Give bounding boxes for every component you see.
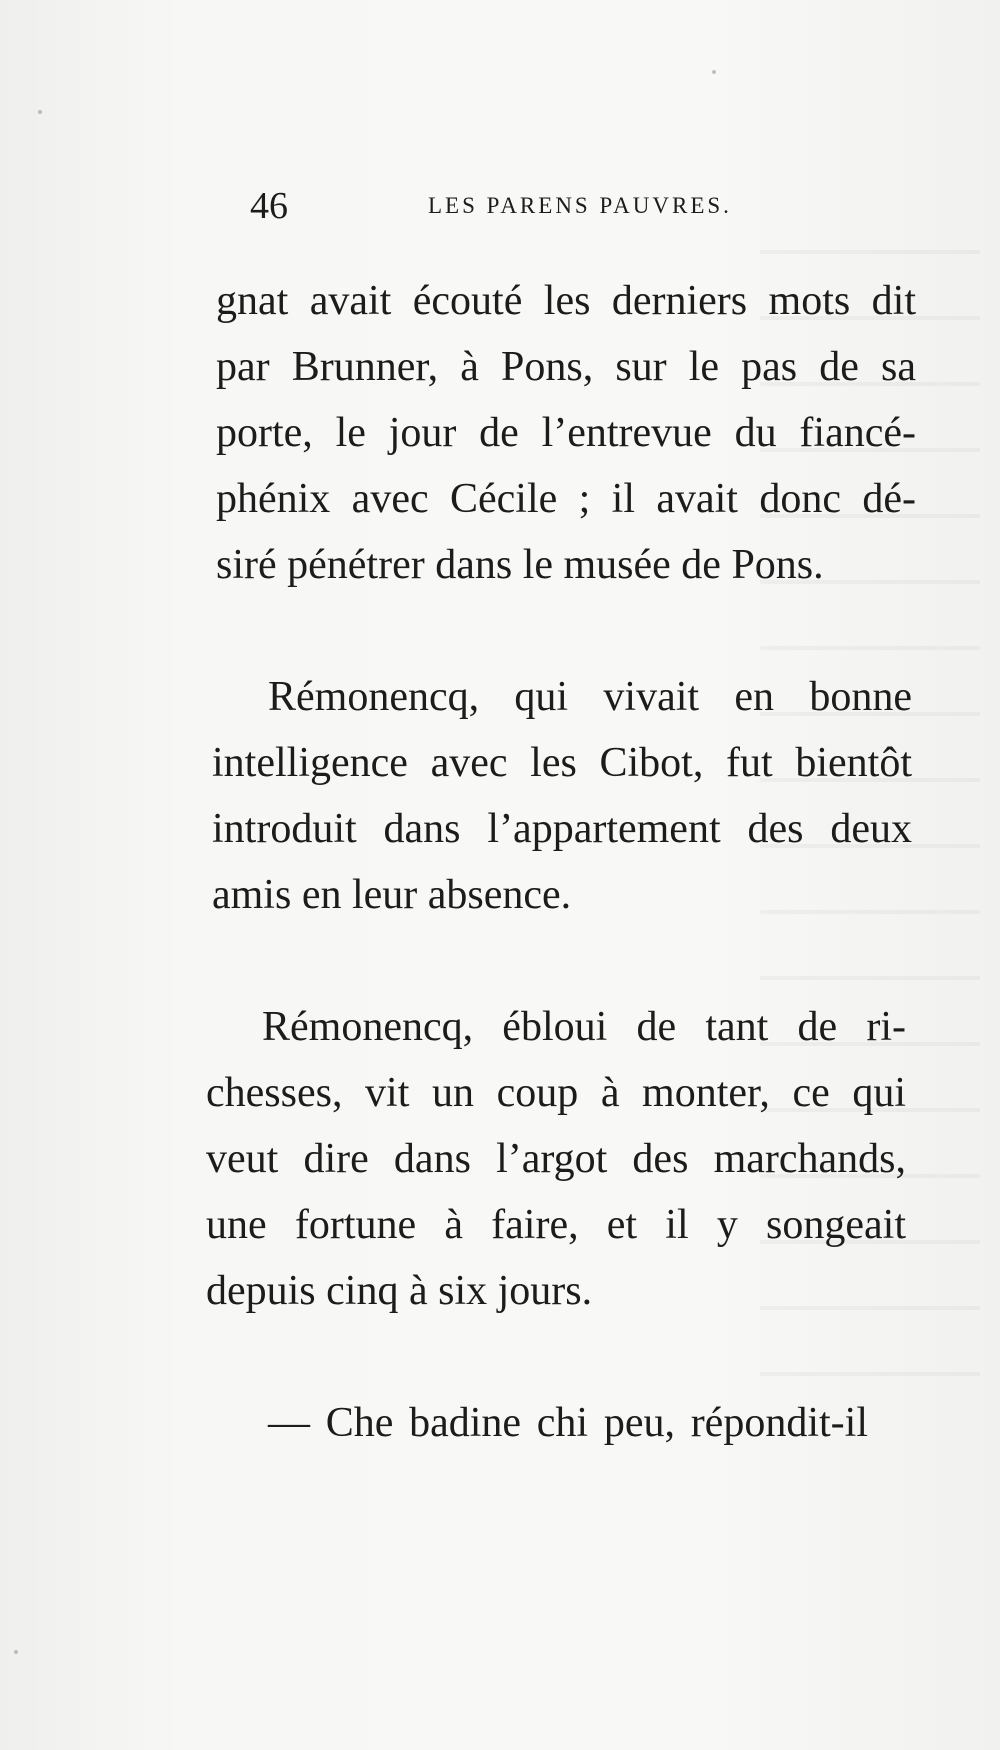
- paper-speck: [38, 110, 42, 114]
- paragraph-2: [212, 664, 928, 928]
- text-line: introduit dans l’appartement des deux: [212, 806, 912, 852]
- body-text: [206, 268, 928, 1456]
- text-line: par Brunner, à Pons, sur le pas de sa: [216, 344, 916, 390]
- text-line: veut dire dans l’argot des marchands,: [206, 1136, 906, 1182]
- text-line: amis en leur absence.: [212, 872, 572, 918]
- text-line: phénix avec Cécile ; il avait donc dé-: [216, 476, 916, 522]
- text-line: Rémonencq, ébloui de tant de ri-: [262, 1004, 906, 1050]
- paper-speck: [712, 70, 716, 74]
- paragraph-1: [216, 268, 928, 598]
- text-line: depuis cinq à six jours.: [206, 1268, 593, 1314]
- running-head: [250, 186, 750, 226]
- page-number: 46: [250, 185, 288, 227]
- text-line: chesses, vit un coup à monter, ce qui: [206, 1070, 906, 1116]
- text-line: siré pénétrer dans le musée de Pons.: [216, 542, 824, 588]
- paragraph-4: [212, 1390, 928, 1456]
- paper-speck: [14, 1650, 18, 1654]
- text-line: intelligence avec les Cibot, fut bientôt: [212, 740, 912, 786]
- text-line: gnat avait écouté les derniers mots dit: [216, 278, 916, 324]
- text-line: porte, le jour de l’entrevue du fiancé-: [216, 410, 916, 456]
- text-line: une fortune à faire, et il y songeait: [206, 1202, 906, 1248]
- text-line: — Che badine chi peu, répondit-il: [268, 1400, 868, 1446]
- paragraph-3: [206, 994, 928, 1324]
- text-line: Rémonencq, qui vivait en bonne: [268, 674, 912, 720]
- running-title: LES PARENS PAUVRES.: [428, 193, 732, 218]
